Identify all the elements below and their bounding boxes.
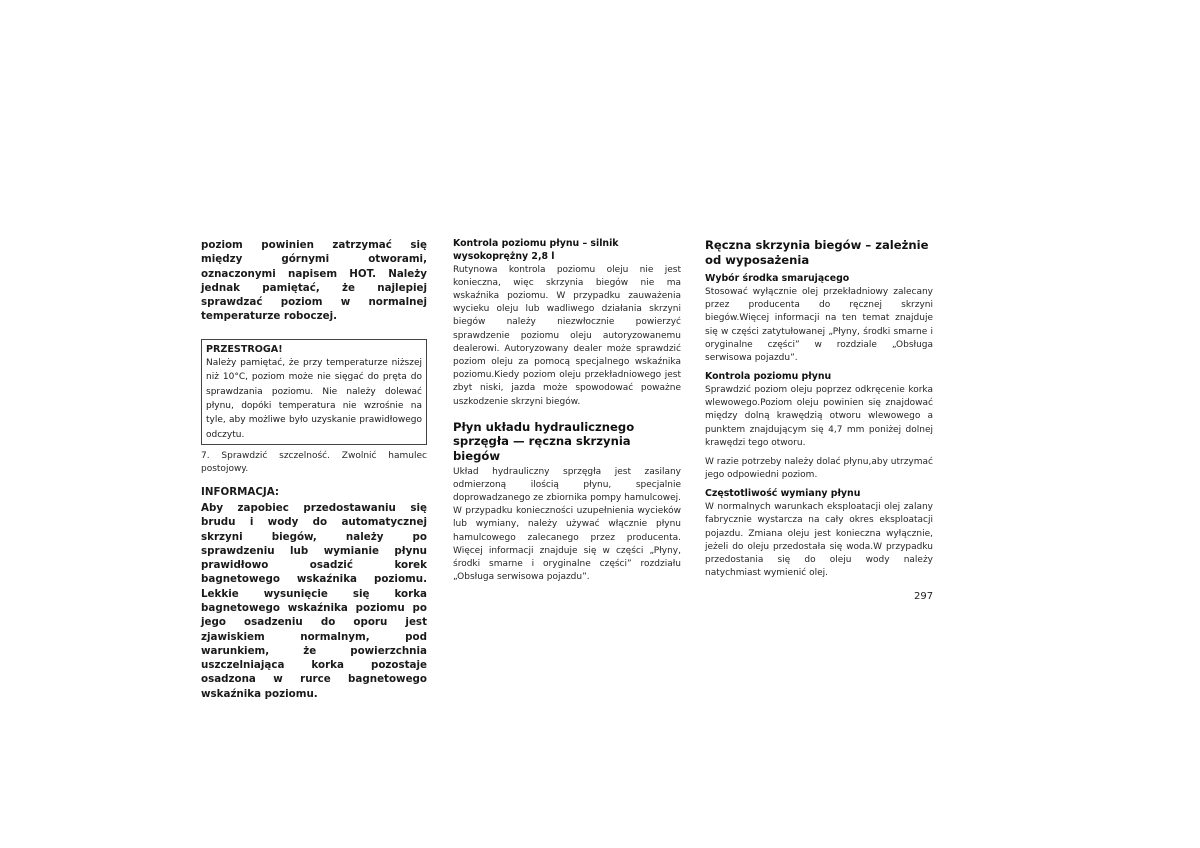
- middle-column: [453, 238, 681, 584]
- page-number: 297: [914, 591, 934, 602]
- heading-change-interval: Częstotliwość wymiany płynu: [705, 488, 861, 500]
- paragraph-level-check: poziom powinien zatrzymać się między górnymi otworami, oznaczonymi napisem HOT. Należy jednak pamiętać, że najlepiej sprawdzać poziom w normalnej temperaturze roboczej.: [201, 239, 427, 323]
- left-column: [201, 238, 427, 701]
- heading-level-check: Kontrola poziomu płynu: [705, 371, 832, 383]
- warning-box: [201, 339, 427, 445]
- step-7: 7. Sprawdzić szczelność. Zwolnić hamulec postojowy.: [201, 451, 427, 475]
- paragraph-change-interval: W normalnych warunkach eksploatacji olej zalany fabrycznie wystarcza na cały okres eksploatacji pojazdu. Zmiana oleju jest konieczna wyłącznie, jeżeli do oleju przedostała się woda.W przypadku przedostania się do oleju wody należy natychmiast wymienić olej.: [705, 502, 933, 579]
- info-title: INFORMACJA:: [201, 485, 280, 498]
- heading-clutch-hydraulic-fluid: Płyn układu hydraulicznego sprzęgła — ręczna skrzynia biegów: [453, 419, 635, 464]
- warning-title: PRZESTROGA!: [206, 343, 283, 355]
- heading-manual-transmission: Ręczna skrzynia biegów – zależnie od wyposażenia: [705, 238, 929, 267]
- paragraph-level-check-manual: Sprawdzić poziom oleju poprzez odkręcenie korka wlewowego.Poziom oleju powinien się znajdować między dolną krawędzią otworu wlewowego a punktem znajdującym się 4,7 mm poniżej dolnej krawędzi tego otworu.: [705, 385, 933, 448]
- paragraph-top-up: W razie potrzeby należy dolać płynu,aby utrzymać jego odpowiedni poziom.: [705, 457, 933, 481]
- heading-fluid-check-diesel: Kontrola poziomu płynu – silnik wysokoprężny 2,8 l: [453, 238, 619, 262]
- warning-text: Należy pamiętać, że przy temperaturze niższej niż 10°C, poziom może nie sięgać do pręta do sprawdzania poziomu. Nie należy dolewać płynu, dopóki temperatura nie wzrośnie na tyle, aby możliwe było uzyskanie prawidłowego odczytu.: [206, 357, 422, 440]
- right-column: [705, 238, 933, 580]
- paragraph-fluid-check-diesel: Rutynowa kontrola poziomu oleju nie jest konieczna, więc skrzynia biegów nie ma wskaźnika poziomu. W przypadku zauważenia wycieku oleju lub wadliwego działania skrzyni biegów należy niezwłocznie powierzyć sprawdzenie poziomu oleju autoryzowanemu dealerowi. Autoryzowany dealer może sprawdzić poziom oleju za pomocą specjalnego wskaźnika poziomu.Kiedy poziom oleju przekładniowego jest zbyt niski, jazda może spowodować poważne uszkodzenie skrzyni biegów.: [453, 264, 681, 407]
- paragraph-lubricant-choice: Stosować wyłącznie olej przekładniowy zalecany przez producenta do ręcznej skrzyni biegów.Więcej informacji na ten temat znajduje się w części zatytułowanej „Płyny, środki smarne i oryginalne części” w rozdziale „Obsługa serwisowa pojazdu”.: [705, 286, 933, 363]
- info-text: Aby zapobiec przedostawaniu się brudu i wody do automatycznej skrzyni biegów, należy po sprawdzeniu lub wymianie płynu prawidłowo osadzić korek bagnetowego wskaźnika poziomu. Lekkie wysunięcie się korka bagnetowego wskaźnika poziomu po jego osadzeniu do oporu jest zjawiskiem normalnym, pod warunkiem, że powierzchnia uszczelniająca korka pozostaje osadzona w rurce bagnetowego wskaźnika poziomu.: [201, 501, 427, 700]
- heading-lubricant-choice: Wybór środka smarującego: [705, 273, 850, 285]
- paragraph-clutch-hydraulic-fluid: Układ hydrauliczny sprzęgła jest zasilany odmierzoną ilością płynu, specjalnie doprowadzanego ze zbiornika pompy hamulcowej. W przypadku konieczności uzupełnienia wycieków lub wymiany, należy używać włącznie płynu hamulcowego zalecanego przez producenta. Więcej informacji znajduje się w części „Płyny, środki smarne i oryginalne części” rozdziału „Obsługa serwisowa pojazdu”.: [453, 466, 681, 583]
